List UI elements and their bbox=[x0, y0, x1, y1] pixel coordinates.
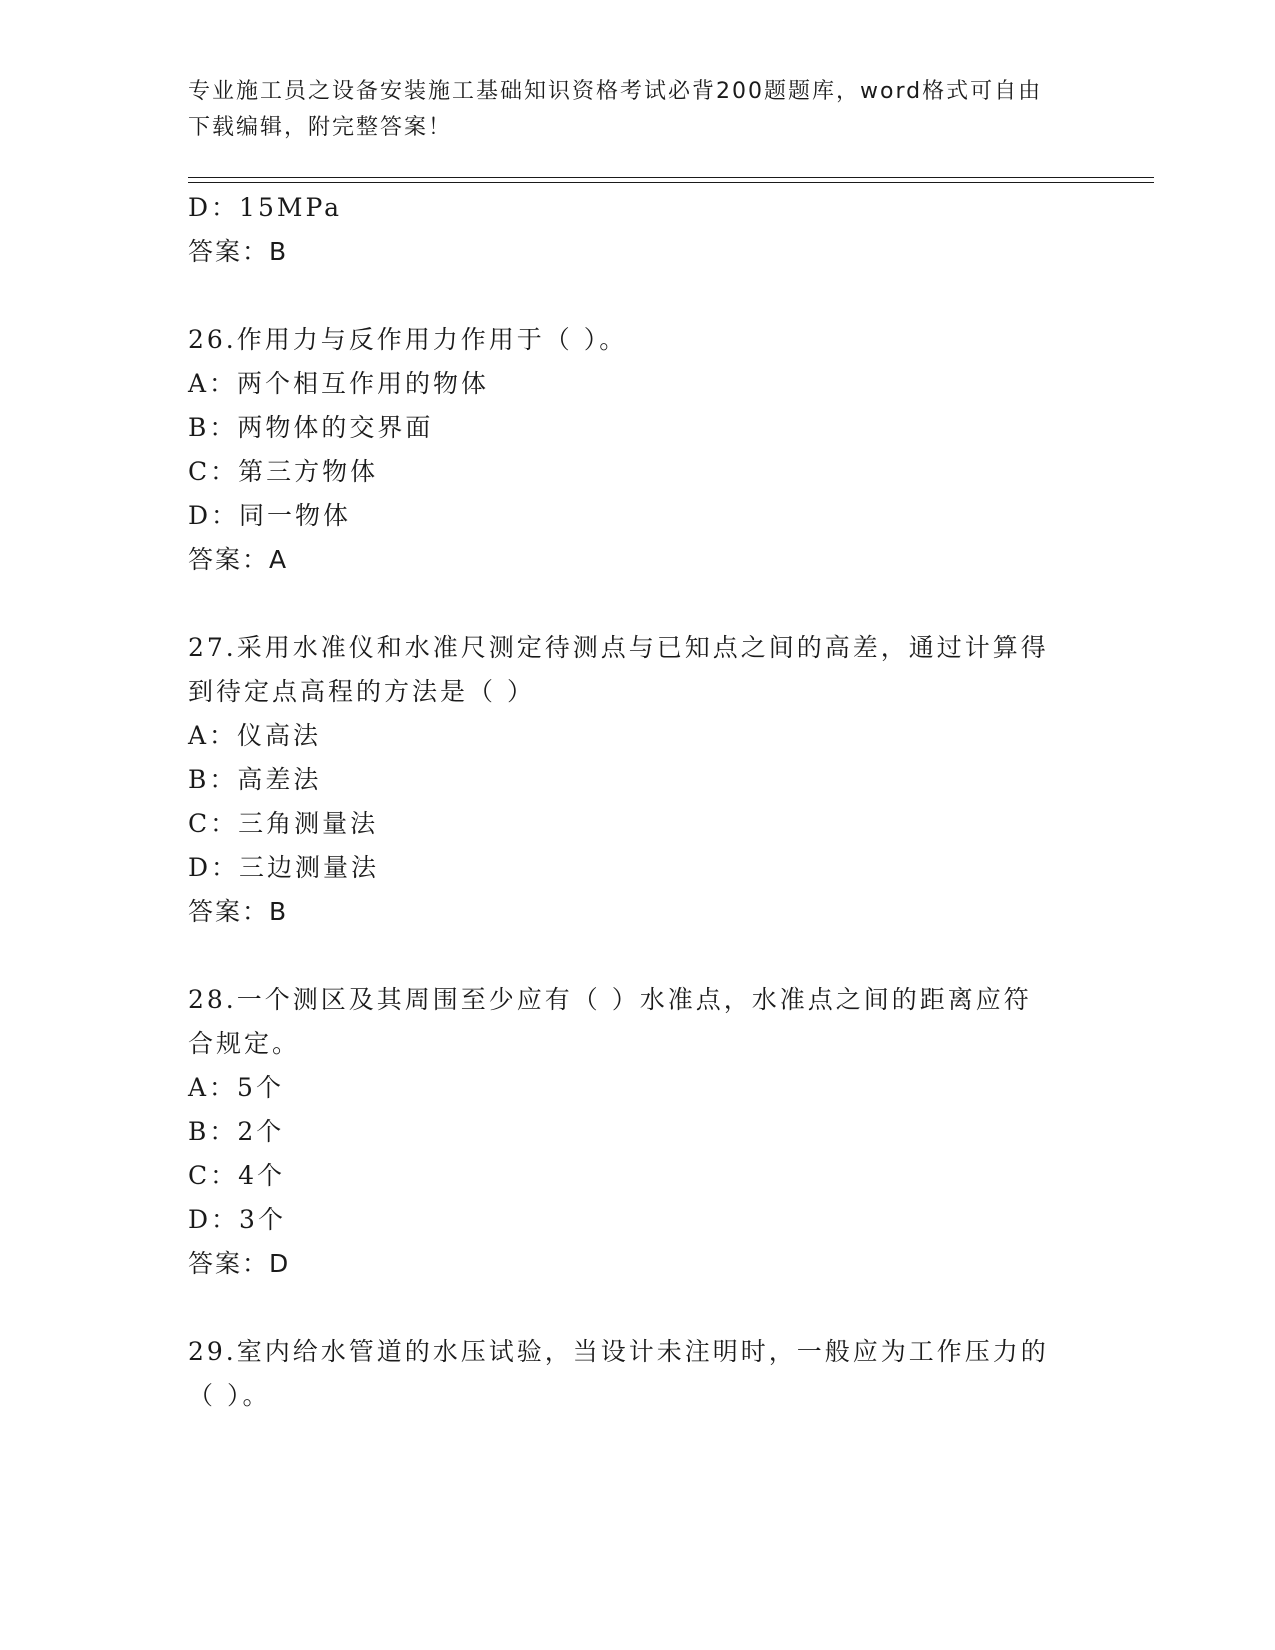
q28-option-d: D：3个 bbox=[188, 1205, 286, 1234]
q27-option-a: A：仪高法 bbox=[188, 721, 322, 750]
q26-option-b: B：两物体的交界面 bbox=[188, 413, 434, 442]
q28-answer: 答案：D bbox=[188, 1249, 291, 1278]
q27-option-c: C：三角测量法 bbox=[188, 809, 379, 838]
q26-option-a: A：两个相互作用的物体 bbox=[188, 369, 490, 398]
q28-option-c: C：4个 bbox=[188, 1161, 286, 1190]
prev-option-d: D：15MPa bbox=[188, 193, 343, 222]
header-divider-bottom bbox=[188, 182, 1154, 183]
q28-option-a: A：5个 bbox=[188, 1073, 284, 1102]
document-header bbox=[188, 74, 1088, 146]
header-divider-top bbox=[188, 177, 1154, 178]
q29-stem-line-2: （ ）。 bbox=[188, 1381, 271, 1410]
q27-option-b: B：高差法 bbox=[188, 765, 322, 794]
q26-answer: 答案：A bbox=[188, 545, 289, 574]
header-title-line-1: 专业施工员之设备安装施工基础知识资格考试必背200题题库，word格式可自由 bbox=[188, 79, 1043, 104]
q28-stem-line-1: 28.一个测区及其周围至少应有（ ）水准点，水准点之间的距离应符 bbox=[188, 985, 1032, 1014]
q26-option-c: C：第三方物体 bbox=[188, 457, 379, 486]
q29-stem-line-1: 29.室内给水管道的水压试验，当设计未注明时，一般应为工作压力的 bbox=[188, 1337, 1049, 1366]
q27-option-d: D：三边测量法 bbox=[188, 853, 380, 882]
q26-stem-line-1: 26.作用力与反作用力作用于（ ）。 bbox=[188, 325, 628, 354]
q28-option-b: B：2个 bbox=[188, 1117, 285, 1146]
q27-answer: 答案：B bbox=[188, 897, 289, 926]
q28-stem-line-2: 合规定。 bbox=[188, 1029, 301, 1058]
prev-answer: 答案：B bbox=[188, 237, 289, 266]
q27-stem-line-1: 27.采用水准仪和水准尺测定待测点与已知点之间的高差，通过计算得 bbox=[188, 633, 1049, 662]
q26-option-d: D：同一物体 bbox=[188, 501, 352, 530]
header-title-line-2: 下载编辑，附完整答案！ bbox=[188, 115, 453, 140]
q27-stem-line-2: 到待定点高程的方法是（ ） bbox=[188, 677, 535, 706]
